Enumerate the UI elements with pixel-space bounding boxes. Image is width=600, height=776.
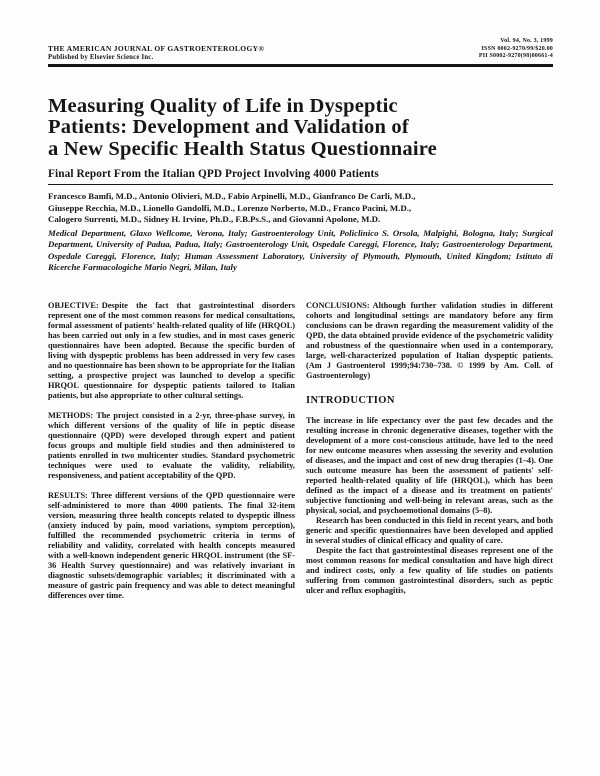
header-rule: [48, 64, 553, 67]
abstract-objective: [48, 301, 295, 401]
abstract-conclusions-label: CONCLUSIONS:: [306, 301, 370, 311]
article-title-line-1: Measuring Quality of Life in Dyspeptic: [48, 94, 398, 117]
article-title-line-3: a New Specific Health Status Questionnaire: [48, 137, 437, 160]
article-subtitle: Final Report From the Italian QPD Project Involving 4000 Patients: [48, 168, 379, 181]
journal-issue-info: [479, 38, 553, 61]
journal-header: [48, 38, 553, 61]
article-title-line-2: Patients: Development and Validation of: [48, 116, 409, 139]
abstract-results-text: Three different versions of the QPD questionnaire were self-administered to more than 4000 patients. The final 32-item version, measuring three health concepts related to dyspeptic illness (anxiety induced by pain, mood variations, symptom perception), fulfilled the recommended psychometric criteria in terms of reliability and validity, correlated with health concepts measured with a well-known independent generic HRQOL instrument (the SF-36 Health Survey questionnaire) and was relatively invariant in diagnostic subsets/demographic variables; it discriminated with a measure of gastric pain frequency and was able to detect meaningful differences over time.: [48, 491, 295, 601]
section-heading-introduction: INTRODUCTION: [306, 395, 395, 407]
left-column: [48, 301, 295, 611]
abstract-conclusions: [306, 301, 553, 381]
abstract-methods-label: METHODS:: [48, 411, 94, 421]
abstract-conclusions-text: Although further validation studies in different cohorts and longitudinal settings are mandatory before any firm conclusions can be drawn regarding the measurement validity of the QPD, the data obtained provide evidence of the psychometric validity and robustness of the questionnaire when used in a contemporary, large, well-characterized population of Italian dyspeptic patients. (Am J Gastroenterol 1999;94:730–738. © 1999 by Am. Coll. of Gastroenterology): [306, 301, 553, 381]
introduction-paragraph-1: The increase in life expectancy over the past few decades and the resulting increase in chronic degenerative diseases, together with the development of a more cost-conscious attitude, have led to the need for new outcome measures when assessing the severity and evolution of diseases, and the impact and cost of new drug therapies (1–4). One such outcome measure has been the assessment of patients' self-reported health-related quality of life (HRQOL), which has been defined as the impact of a disease and its treatment on patients' subjective functioning and well-being in relevant areas, such as the physical, social, and psychoemotional domains (5–8).: [306, 416, 553, 516]
abstract-methods: [48, 411, 295, 481]
abstract-objective-text: Despite the fact that gastrointestinal disorders represent one of the most common reasons for medical consultations, formal assessment of patients' health-related quality of life (HRQOL) has been carried out only in a few studies, and in most cases generic questionnaires have been adopted. Because the specific burden of living with dyspeptic problems has been addressed in very few cases and no questionnaire has been shown to be appropriate for the Italian setting, a prospective project was launched to develop a specific HRQOL questionnaire for dyspeptic patients tailored to Italian patients, but also appropriate to other cultural settings.: [48, 301, 295, 401]
article-body: [48, 301, 553, 611]
abstract-results-label: RESULTS:: [48, 491, 88, 501]
abstract-objective-label: OBJECTIVE:: [48, 301, 99, 311]
journal-publisher: Published by Elsevier Science Inc.: [48, 53, 154, 61]
subtitle-rule: [48, 184, 553, 185]
introduction-paragraph-3: Despite the fact that gastrointestinal diseases represent one of the most common reasons for medical consultation and have high direct and indirect costs, only a few quality of life studies on patients suffering from common gastrointestinal disorders, such as peptic ulcer and reflux esophagitis,: [306, 546, 553, 596]
right-column: [306, 301, 553, 611]
journal-volume: Vol. 94, No. 3, 1999: [500, 38, 553, 44]
abstract-methods-text: The project consisted in a 2-yr, three-phase survey, in which different versions of the quality of life in peptic disease questionnaire (QPD) were developed through expert and patient focus groups and multiple field studies and then administered to patients enrolled in two multicenter studies. Standard psychometric techniques were used to evaluate the validity, reliability, responsiveness, and patient acceptability of the QPD.: [48, 411, 295, 481]
introduction-paragraph-2: Research has been conducted in this field in recent years, and both generic and specific questionnaires have been developed and applied in several studies of clinical efficacy and quality of care.: [306, 516, 553, 546]
article-title: [48, 96, 553, 161]
journal-pii: PII S0002-9270(98)00661-4: [478, 53, 553, 60]
affiliations-block: Medical Department, Glaxo Wellcome, Verona, Italy; Gastroenterology Unit, Policlinico S. Orsola, Malpighi, Bologna, Italy; Surgical Department, University of Padua, Padua, Italy; Gastroenterology Unit, Ospedale Careggi, Florence, Italy; Gastroenterology Department, Ospedale Careggi, Florence, Italy; Human Assessment Laboratory, University of Plymouth, Plymouth, United Kingdom; Istituto di Ricerche Farmacologiche Mario Negri, Milan, Italy: [48, 228, 553, 273]
journal-name: THE AMERICAN JOURNAL OF GASTROENTEROLOGY®: [48, 43, 265, 53]
abstract-results: [48, 491, 295, 601]
authors-line-1: Francesco Bamfi, M.D., Antonio Olivieri, M.D., Fabio Arpinelli, M.D., Gianfranco De Carli, M.D.,: [48, 191, 416, 202]
authors-line-2: Giuseppe Recchia, M.D., Lionello Gandolfi, M.D., Lorenzo Norberto, M.D., Franco Pacini, M.D.,: [48, 202, 412, 213]
journal-issn: ISSN 0002-9270/99/$20.00: [481, 45, 553, 52]
authors-block: [48, 191, 553, 225]
journal-masthead: [48, 44, 264, 61]
authors-line-3: Calogero Surrenti, M.D., Sidney H. Irvine, Ph.D., F.B.Ps.S., and Giovanni Apolone, M.D.: [48, 213, 381, 224]
